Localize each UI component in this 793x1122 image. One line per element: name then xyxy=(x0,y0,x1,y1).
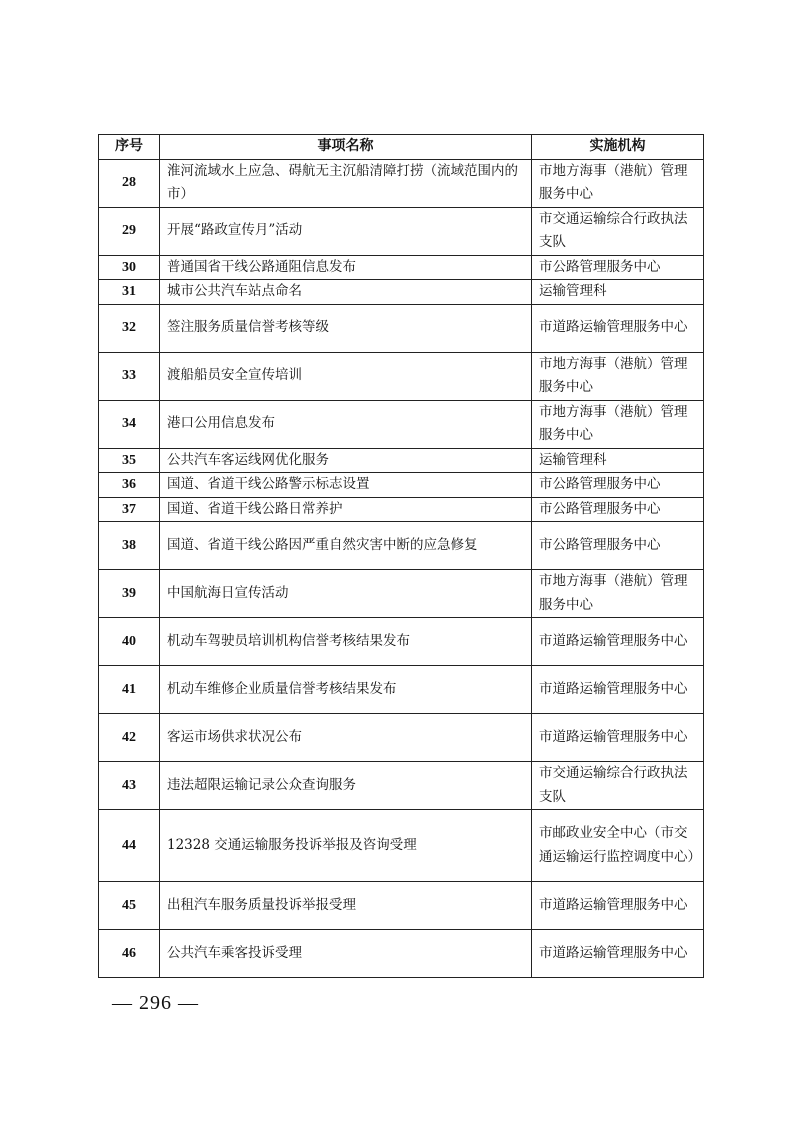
row-implementing-agency: 市公路管理服务中心 xyxy=(532,522,704,570)
row-implementing-agency: 市公路管理服务中心 xyxy=(532,473,704,498)
row-matter-name: 港口公用信息发布 xyxy=(160,400,532,448)
row-serial-number: 41 xyxy=(99,666,160,714)
row-serial-number: 36 xyxy=(99,473,160,498)
row-implementing-agency: 市道路运输管理服务中心 xyxy=(532,882,704,930)
table-row xyxy=(99,497,704,522)
table-header-row xyxy=(99,135,704,160)
row-implementing-agency: 市交通运输综合行政执法支队 xyxy=(532,762,704,810)
row-matter-name: 普通国省干线公路通阻信息发布 xyxy=(160,255,532,280)
row-matter-name: 违法超限运输记录公众查询服务 xyxy=(160,762,532,810)
table-row xyxy=(99,618,704,666)
row-implementing-agency: 运输管理科 xyxy=(532,280,704,305)
row-serial-number: 45 xyxy=(99,882,160,930)
row-implementing-agency: 市道路运输管理服务中心 xyxy=(532,714,704,762)
row-implementing-agency: 市公路管理服务中心 xyxy=(532,497,704,522)
row-serial-number: 40 xyxy=(99,618,160,666)
page-number: — 296 — xyxy=(112,992,199,1014)
row-serial-number: 32 xyxy=(99,304,160,352)
row-matter-name: 出租汽车服务质量投诉举报受理 xyxy=(160,882,532,930)
row-implementing-agency: 市地方海事（港航）管理服务中心 xyxy=(532,159,704,207)
row-implementing-agency: 市交通运输综合行政执法支队 xyxy=(532,207,704,255)
row-serial-number: 31 xyxy=(99,280,160,305)
row-serial-number: 28 xyxy=(99,159,160,207)
table-row xyxy=(99,207,704,255)
row-implementing-agency: 市地方海事（港航）管理服务中心 xyxy=(532,570,704,618)
table-row xyxy=(99,159,704,207)
row-matter-name: 国道、省道干线公路警示标志设置 xyxy=(160,473,532,498)
table-row xyxy=(99,810,704,882)
row-matter-name: 12328 交通运输服务投诉举报及咨询受理 xyxy=(160,810,532,882)
row-serial-number: 37 xyxy=(99,497,160,522)
row-matter-name: 开展“路政宣传月”活动 xyxy=(160,207,532,255)
row-serial-number: 46 xyxy=(99,930,160,978)
table-row xyxy=(99,448,704,473)
row-matter-name: 机动车维修企业质量信誉考核结果发布 xyxy=(160,666,532,714)
table-row xyxy=(99,762,704,810)
row-serial-number: 35 xyxy=(99,448,160,473)
row-serial-number: 29 xyxy=(99,207,160,255)
header-serial-number: 序号 xyxy=(99,135,160,160)
row-matter-name: 客运市场供求状况公布 xyxy=(160,714,532,762)
row-serial-number: 30 xyxy=(99,255,160,280)
table-row xyxy=(99,522,704,570)
row-implementing-agency: 市道路运输管理服务中心 xyxy=(532,304,704,352)
row-matter-name: 公共汽车乘客投诉受理 xyxy=(160,930,532,978)
row-implementing-agency: 市邮政业安全中心（市交通运输运行监控调度中心） xyxy=(532,810,704,882)
row-matter-name: 国道、省道干线公路日常养护 xyxy=(160,497,532,522)
matters-table xyxy=(98,134,704,978)
row-serial-number: 43 xyxy=(99,762,160,810)
row-implementing-agency: 市道路运输管理服务中心 xyxy=(532,618,704,666)
row-serial-number: 38 xyxy=(99,522,160,570)
row-serial-number: 34 xyxy=(99,400,160,448)
row-matter-name: 公共汽车客运线网优化服务 xyxy=(160,448,532,473)
row-serial-number: 33 xyxy=(99,352,160,400)
row-serial-number: 39 xyxy=(99,570,160,618)
table-row xyxy=(99,400,704,448)
table-body xyxy=(99,159,704,978)
table-row xyxy=(99,882,704,930)
row-matter-name: 淮河流域水上应急、碍航无主沉船清障打捞（流域范围内的市） xyxy=(160,159,532,207)
table-row xyxy=(99,255,704,280)
table-row xyxy=(99,352,704,400)
row-matter-name: 城市公共汽车站点命名 xyxy=(160,280,532,305)
table-row xyxy=(99,714,704,762)
row-implementing-agency: 市地方海事（港航）管理服务中心 xyxy=(532,400,704,448)
row-implementing-agency: 运输管理科 xyxy=(532,448,704,473)
table-row xyxy=(99,280,704,305)
row-implementing-agency: 市道路运输管理服务中心 xyxy=(532,666,704,714)
row-implementing-agency: 市地方海事（港航）管理服务中心 xyxy=(532,352,704,400)
header-matter-name: 事项名称 xyxy=(160,135,532,160)
table-row xyxy=(99,930,704,978)
table-row xyxy=(99,473,704,498)
row-matter-name: 中国航海日宣传活动 xyxy=(160,570,532,618)
row-matter-name: 国道、省道干线公路因严重自然灾害中断的应急修复 xyxy=(160,522,532,570)
table-row xyxy=(99,666,704,714)
table-row xyxy=(99,304,704,352)
row-implementing-agency: 市公路管理服务中心 xyxy=(532,255,704,280)
row-implementing-agency: 市道路运输管理服务中心 xyxy=(532,930,704,978)
row-matter-name: 签注服务质量信誉考核等级 xyxy=(160,304,532,352)
row-matter-name: 渡船船员安全宣传培训 xyxy=(160,352,532,400)
row-serial-number: 44 xyxy=(99,810,160,882)
header-implementing-agency: 实施机构 xyxy=(532,135,704,160)
table-row xyxy=(99,570,704,618)
row-serial-number: 42 xyxy=(99,714,160,762)
row-matter-name: 机动车驾驶员培训机构信誉考核结果发布 xyxy=(160,618,532,666)
